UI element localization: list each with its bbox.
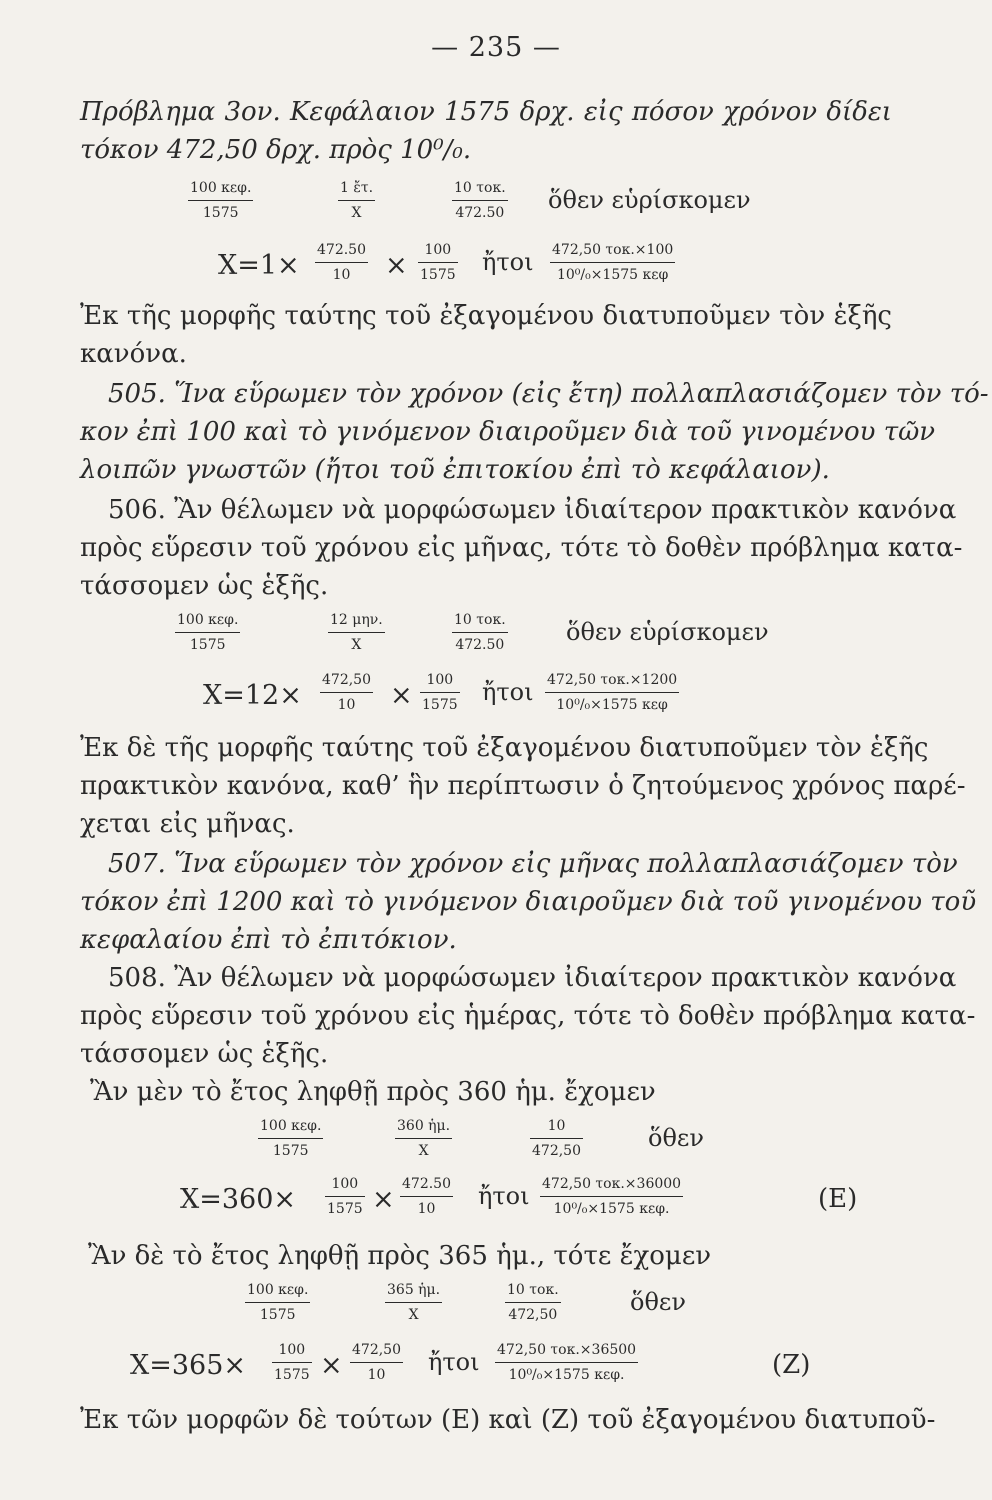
fraction bbox=[540, 1172, 683, 1221]
rule-507-line: 507. Ἵνα εὕρωμεν τὸν χρόνον εἰς μῆνας πολλαπλασιάζομεν τὸν bbox=[108, 849, 958, 879]
rule-505-line: κον ἐπὶ 100 καὶ τὸ γινόμενον διαιροῦμεν διὰ τοῦ γινομένου τῶν bbox=[80, 417, 936, 447]
fraction-denominator: 10⁰/₀×1575 κεφ. bbox=[553, 1201, 670, 1217]
fraction-denominator: 472.50 bbox=[455, 205, 505, 221]
rule-505-line: 505. Ἵνα εὕρωμεν τὸν χρόνον (εἰς ἔτη) πολλαπλασιάζομεν τὸν τό- bbox=[108, 379, 989, 409]
fraction-numerator: 100 κεφ. bbox=[258, 1114, 323, 1139]
fraction bbox=[258, 1114, 323, 1163]
fraction-numerator: 10 τοκ. bbox=[452, 608, 508, 633]
text-line: κανόνα. bbox=[80, 339, 187, 369]
fraction-denominator: 10⁰/₀×1575 κεφ bbox=[556, 697, 668, 713]
fraction bbox=[320, 668, 373, 717]
fraction-numerator: 472.50 bbox=[400, 1172, 453, 1197]
fraction bbox=[400, 1172, 453, 1221]
fraction-denominator: 1575 bbox=[274, 1367, 310, 1383]
problem-title-line: τόκον 472,50 δρχ. πρὸς 10⁰/₀. bbox=[80, 135, 472, 165]
fraction-denominator: 1575 bbox=[420, 267, 456, 283]
fraction-numerator: 100 bbox=[325, 1172, 365, 1197]
fraction bbox=[545, 668, 679, 717]
rule-507-line: τόκον ἐπὶ 1200 καὶ τὸ γινόμενον διαιροῦμεν διὰ τοῦ γινομένου τοῦ bbox=[80, 887, 977, 917]
hence-text: ὅθεν bbox=[630, 1288, 686, 1316]
text-line: Ἐκ δὲ τῆς μορφῆς ταύτης τοῦ ἐξαγομένου διατυποῦμεν τὸν ἑξῆς bbox=[80, 733, 929, 763]
fraction-numerator: 365 ἡμ. bbox=[385, 1278, 442, 1303]
fraction-denominator: 10⁰/₀×1575 κεφ. bbox=[508, 1367, 625, 1383]
hence-text: ὅθεν εὑρίσκομεν bbox=[548, 186, 751, 214]
fraction-denominator: 1575 bbox=[422, 697, 458, 713]
fraction bbox=[418, 238, 458, 287]
fraction-numerator: 10 τοκ. bbox=[505, 1278, 561, 1303]
problem-title-line: Πρόβλημα 3ον. Κεφάλαιον 1575 δρχ. εἰς πόσον χρόνον δίδει bbox=[80, 97, 892, 127]
text-line: Ἂν δὲ τὸ ἔτος ληφθῇ πρὸς 365 ἡμ., τότε ἔχομεν bbox=[88, 1241, 712, 1271]
fraction-numerator: 100 κεφ. bbox=[245, 1278, 310, 1303]
para-508-line: πρὸς εὕρεσιν τοῦ χρόνου εἰς ἡμέρας, τότε τὸ δοθὲν πρόβλημα κατα- bbox=[80, 1001, 976, 1031]
fraction-denominator: 1575 bbox=[272, 1143, 309, 1159]
fraction-numerator: 100 κεφ. bbox=[188, 176, 253, 201]
fraction bbox=[495, 1338, 638, 1387]
fraction-denominator: 10 bbox=[337, 697, 356, 713]
fraction bbox=[315, 238, 368, 287]
fraction bbox=[395, 1114, 452, 1163]
fraction bbox=[452, 608, 508, 657]
fraction-denominator: 10 bbox=[367, 1367, 386, 1383]
equation-label-e: (E) bbox=[818, 1184, 858, 1214]
equation-lhs: X=12× bbox=[203, 680, 302, 711]
para-508-line: 508. Ἂν θέλωμεν νὰ μορφώσωμεν ἰδιαίτερον πρακτικὸν κανόνα bbox=[108, 963, 957, 993]
fraction bbox=[338, 176, 375, 225]
fraction-numerator: 472,50 τοκ.×1200 bbox=[545, 668, 679, 693]
fraction-denominator: X bbox=[408, 1307, 419, 1323]
fraction-numerator: 472,50 τοκ.×36500 bbox=[495, 1338, 638, 1363]
fraction-numerator: 10 bbox=[530, 1114, 583, 1139]
fraction-numerator: 100 κεφ. bbox=[175, 608, 240, 633]
para-506-line: 506. Ἂν θέλωμεν νὰ μορφώσωμεν ἰδιαίτερον πρακτικὸν κανόνα bbox=[108, 495, 957, 525]
fraction-denominator: 472,50 bbox=[508, 1307, 558, 1323]
fraction bbox=[188, 176, 253, 225]
equation-label-z: (Z) bbox=[772, 1350, 811, 1380]
fraction-denominator: 10 bbox=[417, 1201, 436, 1217]
etoi-text: ἤτοι bbox=[428, 1348, 480, 1376]
fraction-denominator: 1575 bbox=[259, 1307, 296, 1323]
rule-505-line: λοιπῶν γνωστῶν (ἤτοι τοῦ ἐπιτοκίου ἐπὶ τὸ κεφάλαιον). bbox=[80, 455, 830, 485]
fraction-denominator: 1575 bbox=[202, 205, 239, 221]
fraction bbox=[530, 1114, 583, 1163]
fraction bbox=[272, 1338, 312, 1387]
rule-507-line: κεφαλαίου ἐπὶ τὸ ἐπιτόκιον. bbox=[80, 925, 457, 955]
fraction-denominator: X bbox=[351, 637, 362, 653]
fraction-numerator: 100 bbox=[418, 238, 458, 263]
fraction-numerator: 10 τοκ. bbox=[452, 176, 508, 201]
fraction-numerator: 12 μην. bbox=[328, 608, 385, 633]
fraction-denominator: 1575 bbox=[189, 637, 226, 653]
fraction-denominator: X bbox=[418, 1143, 429, 1159]
fraction-numerator: 100 bbox=[420, 668, 460, 693]
text-line: χεται εἰς μῆνας. bbox=[80, 809, 295, 839]
equation-lhs: X=1× bbox=[218, 250, 300, 281]
fraction-denominator: 1575 bbox=[327, 1201, 363, 1217]
fraction bbox=[550, 238, 675, 287]
text-line: πρακτικὸν κανόνα, καθ’ ἣν περίπτωσιν ὁ ζητούμενος χρόνος παρέ- bbox=[80, 771, 966, 801]
fraction bbox=[505, 1278, 561, 1327]
times-sign: × bbox=[385, 250, 408, 281]
etoi-text: ἤτοι bbox=[478, 1182, 530, 1210]
fraction bbox=[420, 668, 460, 717]
para-508-line: Ἂν μὲν τὸ ἔτος ληφθῇ πρὸς 360 ἡμ. ἔχομεν bbox=[90, 1077, 656, 1107]
para-506-line: τάσσομεν ὡς ἑξῆς. bbox=[80, 571, 329, 601]
fraction bbox=[452, 176, 508, 225]
fraction-numerator: 472,50 τοκ.×100 bbox=[550, 238, 675, 263]
page-number: — 235 — bbox=[431, 32, 561, 63]
fraction-denominator: 472.50 bbox=[455, 637, 505, 653]
fraction-numerator: 472,50 τοκ.×36000 bbox=[540, 1172, 683, 1197]
fraction-denominator: 10⁰/₀×1575 κεφ bbox=[556, 267, 669, 283]
fraction-numerator: 1 ἔτ. bbox=[338, 176, 375, 201]
fraction-numerator: 100 bbox=[272, 1338, 312, 1363]
para-506-line: πρὸς εὕρεσιν τοῦ χρόνου εἰς μῆνας, τότε τὸ δοθὲν πρόβλημα κατα- bbox=[80, 533, 963, 563]
fraction-denominator: 10 bbox=[332, 267, 351, 283]
etoi-text: ἤτοι bbox=[482, 248, 534, 276]
fraction bbox=[350, 1338, 403, 1387]
etoi-text: ἤτοι bbox=[482, 678, 534, 706]
fraction bbox=[245, 1278, 310, 1327]
times-sign: × bbox=[372, 1184, 395, 1215]
fraction-denominator: X bbox=[351, 205, 362, 221]
fraction-numerator: 360 ἡμ. bbox=[395, 1114, 452, 1139]
fraction-numerator: 472,50 bbox=[350, 1338, 403, 1363]
fraction-numerator: 472,50 bbox=[320, 668, 373, 693]
hence-text: ὅθεν bbox=[648, 1124, 704, 1152]
fraction-denominator: 472,50 bbox=[532, 1143, 581, 1159]
equation-lhs: X=365× bbox=[130, 1350, 247, 1381]
hence-text: ὅθεν εὑρίσκομεν bbox=[566, 618, 769, 646]
equation-lhs: X=360× bbox=[180, 1184, 297, 1215]
para-508-line: τάσσομεν ὡς ἑξῆς. bbox=[80, 1039, 329, 1069]
text-line: Ἐκ τῆς μορφῆς ταύτης τοῦ ἐξαγομένου διατυποῦμεν τὸν ἑξῆς bbox=[80, 301, 892, 331]
fraction bbox=[328, 608, 385, 657]
fraction bbox=[175, 608, 240, 657]
fraction bbox=[325, 1172, 365, 1221]
text-line: Ἐκ τῶν μορφῶν δὲ τούτων (E) καὶ (Z) τοῦ ἐξαγομένου διατυποῦ- bbox=[80, 1405, 936, 1435]
times-sign: × bbox=[390, 680, 413, 711]
fraction-numerator: 472.50 bbox=[315, 238, 368, 263]
fraction bbox=[385, 1278, 442, 1327]
times-sign: × bbox=[320, 1350, 343, 1381]
